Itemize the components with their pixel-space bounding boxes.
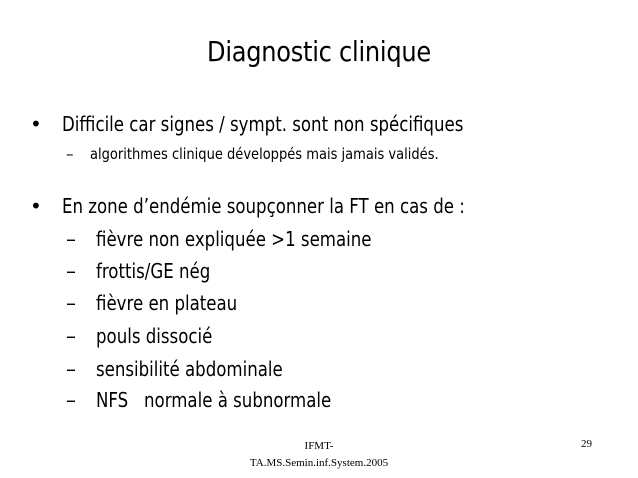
bullet-1-text: Difficile car signes / sympt. sont non spécifiques	[62, 112, 464, 136]
subitem-marker: –	[66, 357, 76, 381]
subitem-text: algorithmes clinique développés mais jamais validés.	[90, 145, 439, 163]
subitem-marker: –	[66, 291, 76, 315]
subitem-text: pouls dissocié	[96, 324, 213, 348]
subitem-marker: –	[66, 388, 76, 412]
page-number: 29	[581, 438, 592, 450]
bullet-marker: •	[30, 194, 42, 218]
subitem-text: frottis/GE nég	[96, 259, 211, 283]
subitem-marker: –	[66, 259, 76, 283]
slide-title: Diagnostic clinique	[207, 35, 431, 68]
subitem-marker: –	[66, 324, 76, 348]
slide-footer	[219, 438, 419, 472]
footer-line-1: IFMT-	[304, 440, 334, 452]
subitem-text: fièvre en plateau	[96, 291, 238, 315]
footer-line-2: TA.MS.Semin.inf.System.2005	[249, 457, 389, 469]
subitem-text: sensibilité abdominale	[96, 357, 283, 381]
bullet-2-text: En zone d’endémie soupçonner la FT en cas de :	[62, 194, 465, 218]
subitem-marker: –	[66, 145, 74, 163]
bullet-marker: •	[30, 112, 42, 136]
subitem-text: NFS normale à subnormale	[96, 388, 332, 412]
subitem-marker: –	[66, 227, 76, 251]
subitem-text: fièvre non expliquée >1 semaine	[96, 227, 372, 251]
